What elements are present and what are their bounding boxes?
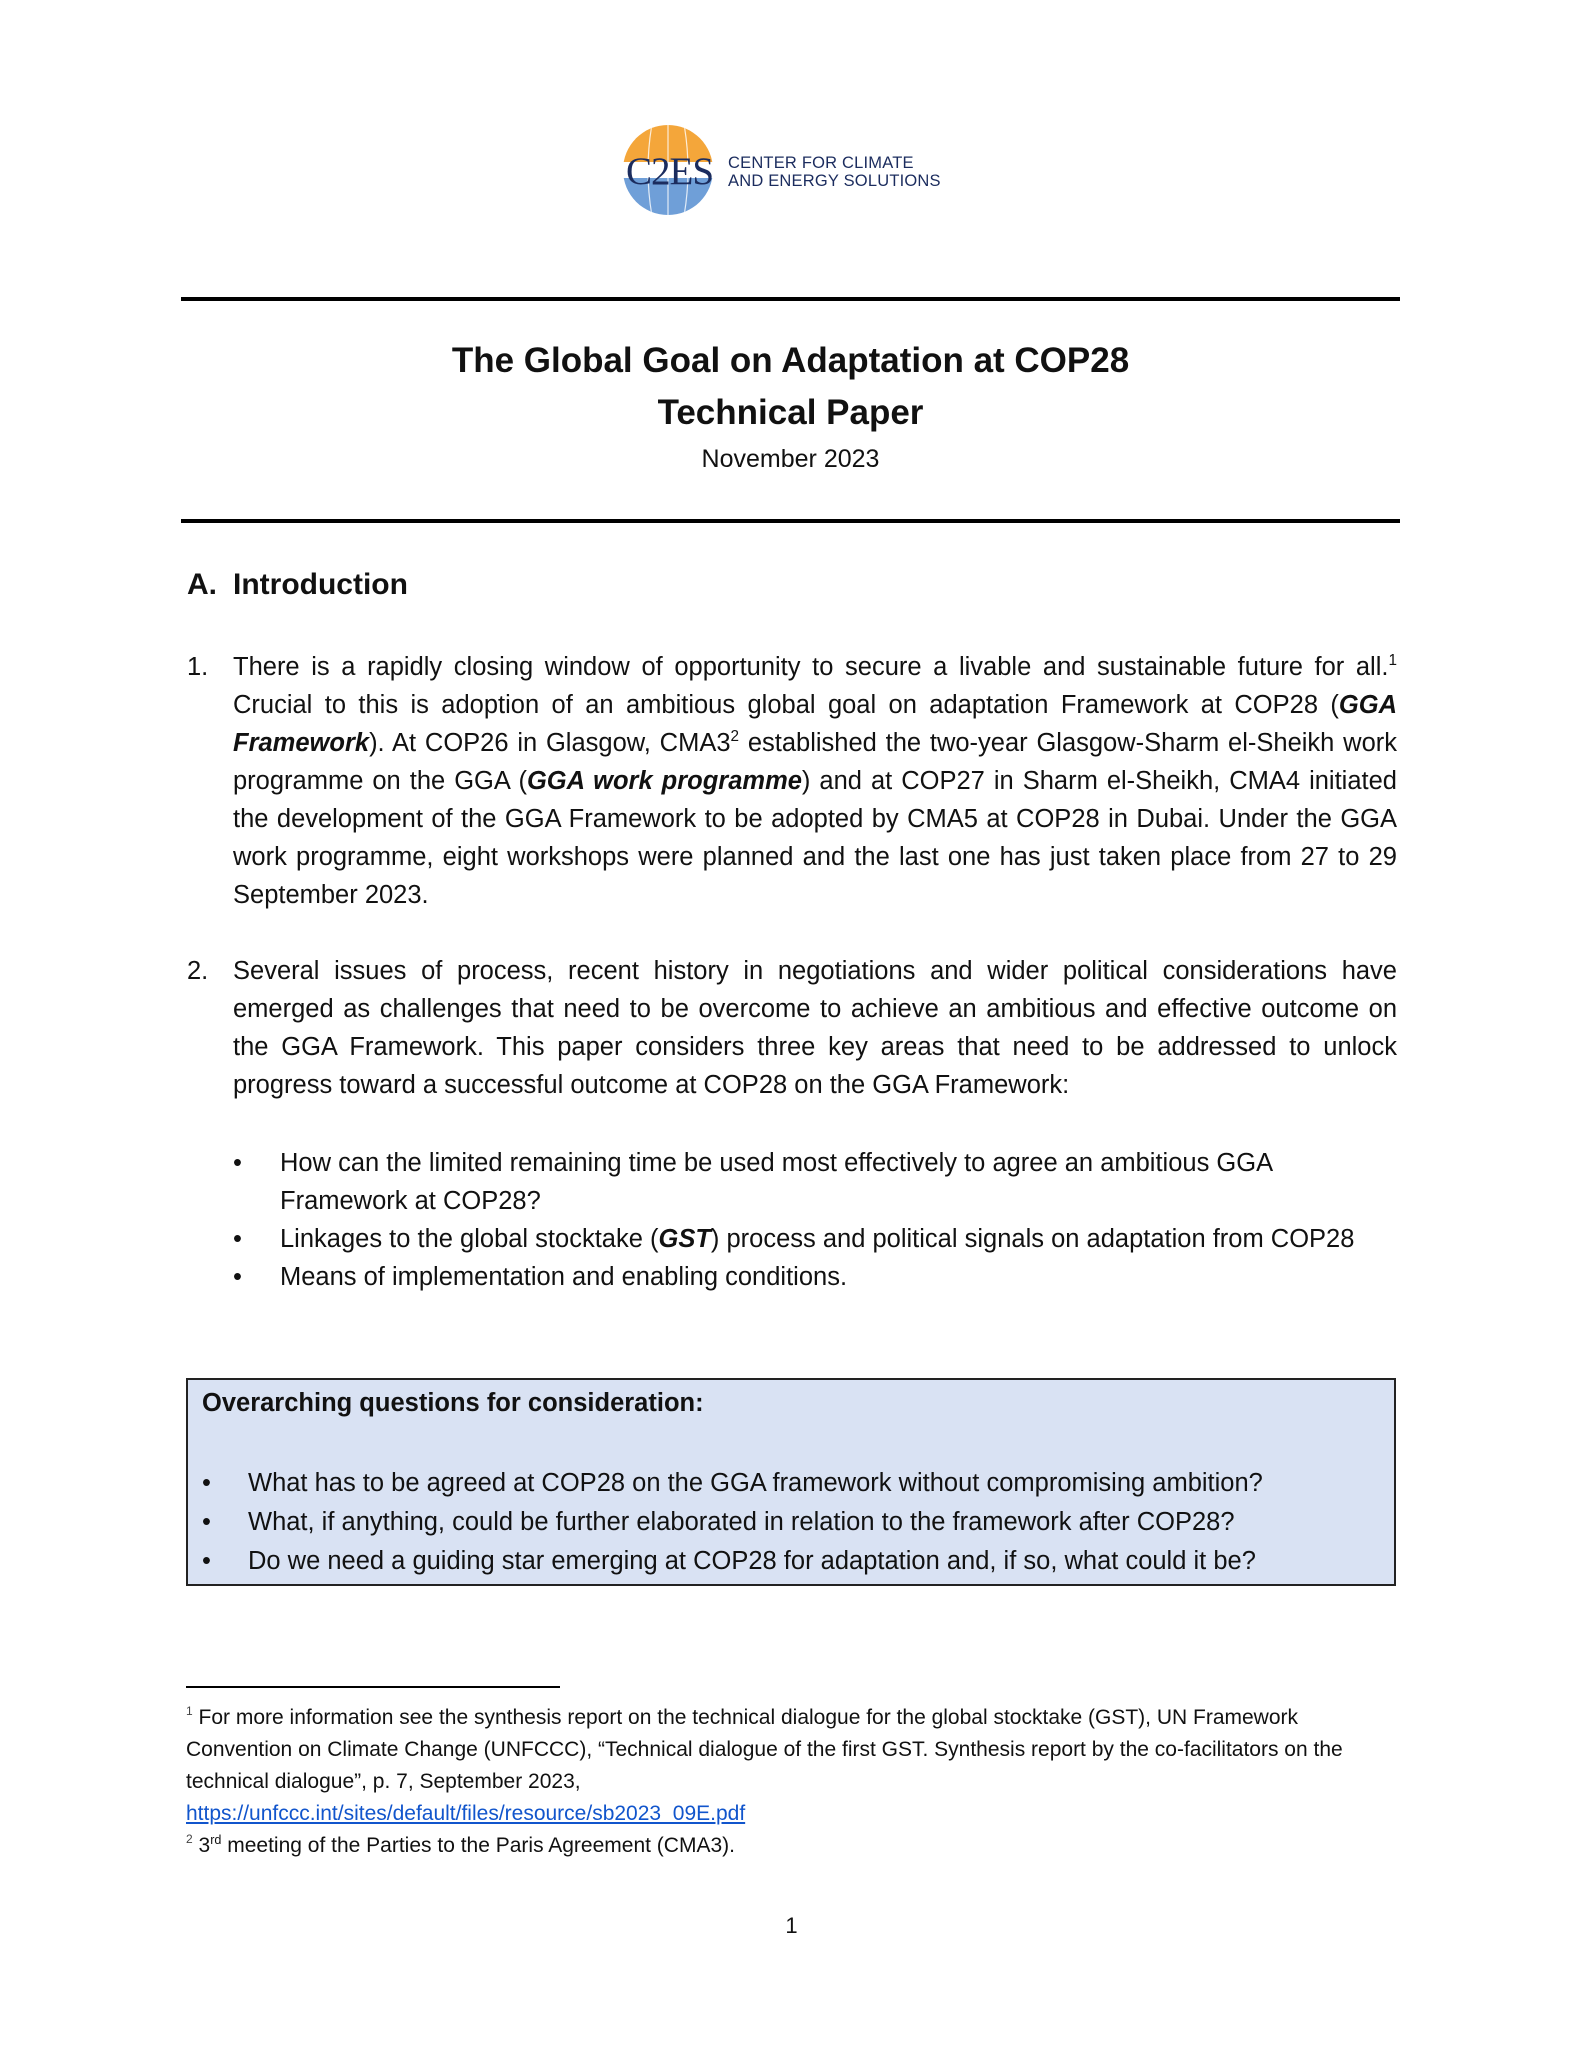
question-text: Do we need a guiding star emerging at COP28 for adaptation and, if so, what could it be? — [248, 1547, 1256, 1575]
document-date: November 2023 — [701, 445, 880, 473]
list-item — [233, 1220, 1401, 1258]
questions-box-title: Overarching questions for consideration: — [202, 1389, 704, 1417]
text-run: There is a rapidly closing window of opportunity to secure a livable and sustainable future for all. — [233, 653, 1389, 681]
question-item — [202, 1542, 1392, 1581]
section-title: Introduction — [233, 568, 408, 601]
header-top-rule — [181, 297, 1400, 301]
footnote-text: 3 — [192, 1834, 211, 1857]
logo-mark: C2ES — [626, 150, 714, 193]
bullet-icon: • — [202, 1508, 211, 1536]
bullet-icon: • — [202, 1547, 211, 1575]
footnote-mark: 1 — [186, 1704, 193, 1718]
list-item-text: Linkages to the global stocktake ( — [280, 1225, 659, 1253]
c2es-logo — [622, 124, 962, 220]
paragraph-number: 2. — [187, 957, 209, 985]
bullet-icon: • — [233, 1263, 242, 1291]
footnotes — [186, 1702, 1386, 1862]
question-text: What has to be agreed at COP28 on the GGA framework without compromising ambition? — [248, 1469, 1263, 1497]
header-bottom-rule — [181, 519, 1400, 523]
bullet-icon: • — [233, 1225, 242, 1253]
bullet-icon: • — [233, 1149, 242, 1177]
paragraph-body — [233, 648, 1397, 914]
logo-name-line-2: AND ENERGY SOLUTIONS — [728, 172, 941, 190]
paragraph-2 — [187, 952, 1397, 1104]
paragraph-1 — [187, 648, 1397, 914]
footnote-mark: 2 — [186, 1832, 193, 1846]
document-subtitle: Technical Paper — [657, 393, 924, 432]
defined-term: GST — [658, 1225, 711, 1253]
logo-organization-name — [728, 154, 941, 190]
text-run: established the two-year Glasgow-Sharm el-Sheikh work programme on the GGA ( — [233, 729, 1397, 795]
section-label: A. — [187, 568, 217, 601]
questions-box — [186, 1378, 1396, 1586]
key-areas-list — [233, 1144, 1401, 1296]
footnote-2 — [186, 1830, 1386, 1862]
footnote-link[interactable]: https://unfccc.int/sites/default/files/resource/sb2023_09E.pdf — [186, 1802, 746, 1825]
footnote-ref-1[interactable]: 1 — [1388, 652, 1397, 670]
page-number: 1 — [785, 1913, 798, 1938]
question-item — [202, 1503, 1392, 1542]
footnote-text: meeting of the Parties to the Paris Agreement (CMA3). — [221, 1834, 735, 1857]
question-item — [202, 1464, 1392, 1503]
defined-term: GGA Framework — [233, 691, 1397, 757]
text-run: ). At COP26 in Glasgow, CMA3 — [369, 729, 731, 757]
logo-name-line-1: CENTER FOR CLIMATE — [728, 154, 914, 172]
list-item — [233, 1258, 1401, 1296]
list-item — [233, 1144, 1401, 1220]
questions-list — [202, 1464, 1392, 1581]
paragraph-body: Several issues of process, recent history in negotiations and wider political considerations have emerged as challenges that need to be overcome to achieve an ambitious and effective outcome on the GGA Framework. This paper considers three key areas that need to be addressed to unlock progress toward a successful outcome at COP28 on the GGA Framework: — [233, 957, 1397, 1099]
list-item-text: Means of implementation and enabling conditions. — [280, 1263, 848, 1291]
section-heading — [187, 567, 408, 603]
footnote-separator — [186, 1686, 560, 1688]
footnote-ref-2[interactable]: 2 — [730, 728, 740, 746]
document-title: The Global Goal on Adaptation at COP28 — [451, 341, 1130, 380]
defined-term: GGA work programme — [526, 767, 802, 795]
list-item-text: ) process and political signals on adaptation from COP28 — [710, 1225, 1355, 1253]
list-item-text: How can the limited remaining time be used most effectively to agree an ambitious GGA Framework at COP28? — [280, 1149, 1272, 1215]
paragraph-number: 1. — [187, 653, 209, 681]
footnote-1 — [186, 1702, 1386, 1830]
question-text: What, if anything, could be further elaborated in relation to the framework after COP28? — [248, 1508, 1235, 1536]
text-run: Crucial to this is adoption of an ambitious global goal on adaptation Framework at COP28 ( — [233, 691, 1339, 719]
bullet-icon: • — [202, 1469, 211, 1497]
ordinal-suffix: rd — [210, 1832, 222, 1847]
text-run: ) and at COP27 in Sharm el-Sheikh, CMA4 initiated the development of the GGA Framework to be adopted by CMA5 at COP28 in Dubai. Under the GGA work programme, eight workshops were planned and the last one has just taken place from 27 to 29 September 2023. — [233, 767, 1397, 909]
footnote-text: For more information see the synthesis report on the technical dialogue for the global stocktake (GST), UN Framework Convention on Climate Change (UNFCCC), “Technical dialogue of the first GST. Synthesis report by the co-facilitators on the technical dialogue”, p. 7, September 2023, — [186, 1706, 1343, 1793]
